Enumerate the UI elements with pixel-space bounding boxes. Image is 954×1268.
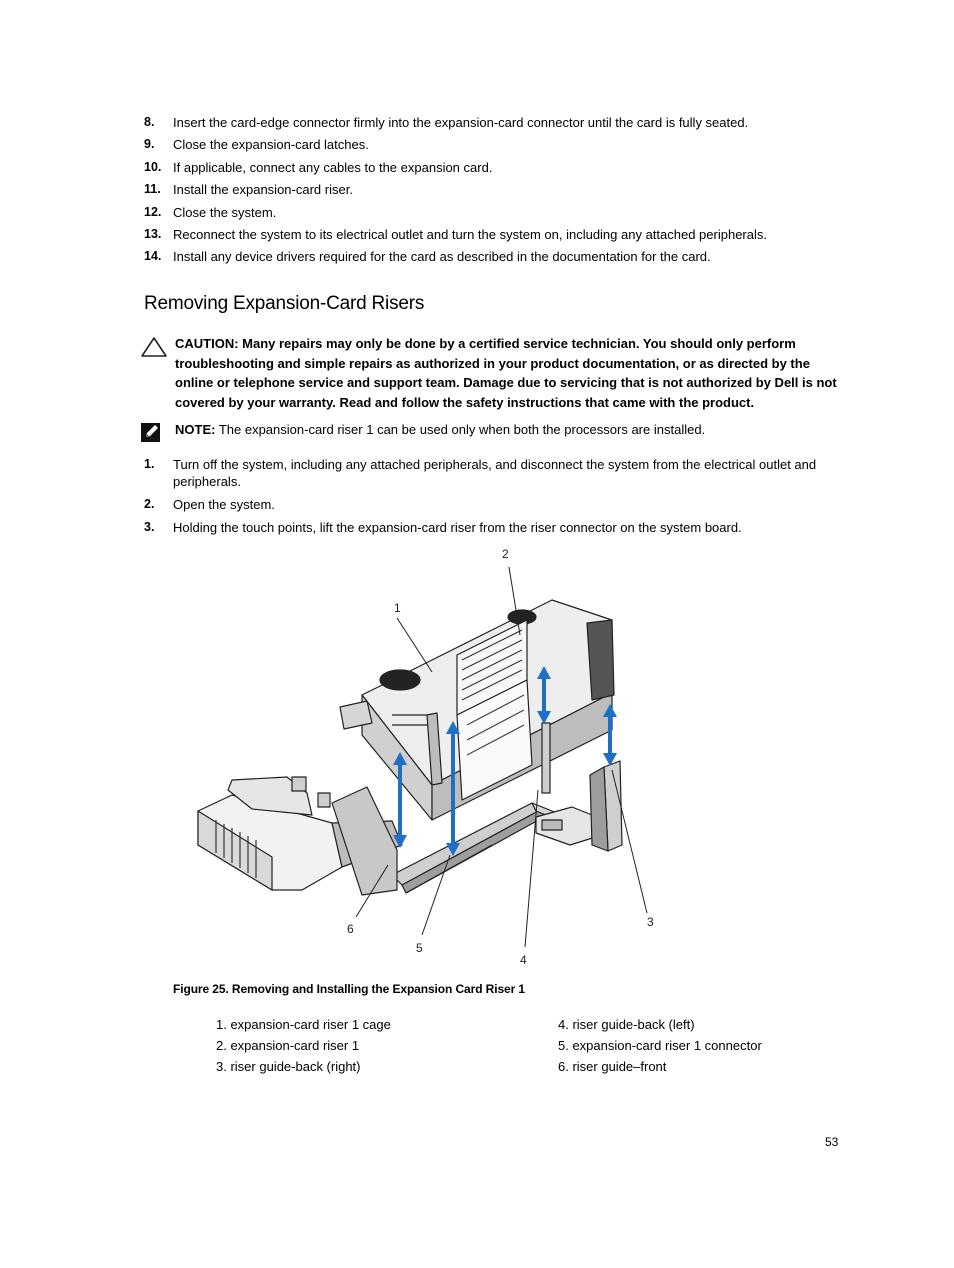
callout-3: 3 bbox=[647, 915, 654, 929]
list-item bbox=[144, 456, 844, 496]
note-pencil-icon bbox=[140, 421, 162, 448]
note-box bbox=[140, 421, 840, 439]
list-item bbox=[144, 519, 844, 541]
step-list-install bbox=[144, 114, 844, 271]
step-list-remove bbox=[144, 456, 844, 541]
step-text: Insert the card-edge connector firmly into the expansion-card connector until the card is fully seated. bbox=[173, 115, 749, 130]
callout-1: 1 bbox=[394, 601, 401, 615]
step-text: Open the system. bbox=[173, 497, 275, 512]
step-text: Install any device drivers required for the card as described in the documentation for the card. bbox=[173, 249, 711, 265]
page-number: 53 bbox=[825, 1135, 839, 1149]
list-item bbox=[144, 496, 844, 519]
step-text: Reconnect the system to its electrical outlet and turn the system on, including any attached peripherals. bbox=[173, 226, 767, 242]
legend-item: 2. expansion-card riser 1 bbox=[216, 1038, 360, 1053]
legend-item: 3. riser guide-back (right) bbox=[216, 1059, 361, 1074]
step-number: 14. bbox=[144, 249, 162, 264]
list-item bbox=[144, 159, 844, 181]
caution-text: CAUTION: Many repairs may only be done by a certified service technician. You should only perform troubleshooting and simple repairs as authorized in your product documentation, or as directed by the online or telephone service and support team. Damage due to servicing that is not authorized by Dell is not covered by your warranty. Read and follow the safety instructions that came with the product. bbox=[175, 336, 837, 410]
step-number: 10. bbox=[144, 159, 162, 174]
section-heading: Removing Expansion-Card Risers bbox=[144, 293, 425, 314]
legend-item: 5. expansion-card riser 1 connector bbox=[558, 1038, 762, 1053]
note-body: The expansion-card riser 1 can be used only when both the processors are installed. bbox=[215, 422, 706, 437]
riser-line-drawing bbox=[192, 545, 662, 970]
legend-item: 1. expansion-card riser 1 cage bbox=[216, 1017, 391, 1032]
list-item bbox=[144, 136, 844, 158]
list-item bbox=[144, 181, 844, 203]
legend-item: 6. riser guide–front bbox=[558, 1059, 667, 1074]
figure-legend-left bbox=[216, 1016, 391, 1079]
step-number: 9. bbox=[144, 137, 155, 152]
caution-box bbox=[140, 334, 840, 412]
step-text: Turn off the system, including any attached peripherals, and disconnect the system from the electrical outlet and peripherals. bbox=[173, 457, 817, 489]
list-item bbox=[144, 226, 844, 248]
step-number: 11. bbox=[144, 182, 161, 197]
legend-item: 4. riser guide-back (left) bbox=[558, 1017, 695, 1032]
step-number: 1. bbox=[144, 457, 155, 471]
list-item bbox=[144, 204, 844, 226]
step-number: 8. bbox=[144, 115, 155, 129]
callout-2: 2 bbox=[502, 547, 509, 561]
list-item bbox=[144, 248, 844, 270]
step-text: Close the expansion-card latches. bbox=[173, 137, 369, 153]
callout-6: 6 bbox=[347, 922, 354, 936]
note-label: NOTE: bbox=[175, 422, 216, 437]
callout-5: 5 bbox=[416, 941, 423, 955]
step-number: 12. bbox=[144, 204, 162, 219]
step-text: Holding the touch points, lift the expansion-card riser from the riser connector on the system board. bbox=[173, 519, 742, 535]
caution-triangle-icon bbox=[140, 336, 168, 363]
step-text: If applicable, connect any cables to the expansion card. bbox=[173, 159, 493, 175]
step-text: Install the expansion-card riser. bbox=[173, 182, 353, 198]
note-text bbox=[175, 421, 840, 439]
step-text: Close the system. bbox=[173, 204, 277, 220]
figure-legend-right bbox=[558, 1016, 762, 1079]
riser-illustration bbox=[192, 545, 662, 970]
step-number: 13. bbox=[144, 226, 162, 241]
step-number: 2. bbox=[144, 497, 155, 511]
step-number: 3. bbox=[144, 519, 155, 534]
list-item bbox=[144, 114, 844, 136]
figure-caption: Figure 25. Removing and Installing the Expansion Card Riser 1 bbox=[173, 982, 525, 996]
callout-4: 4 bbox=[520, 953, 527, 967]
